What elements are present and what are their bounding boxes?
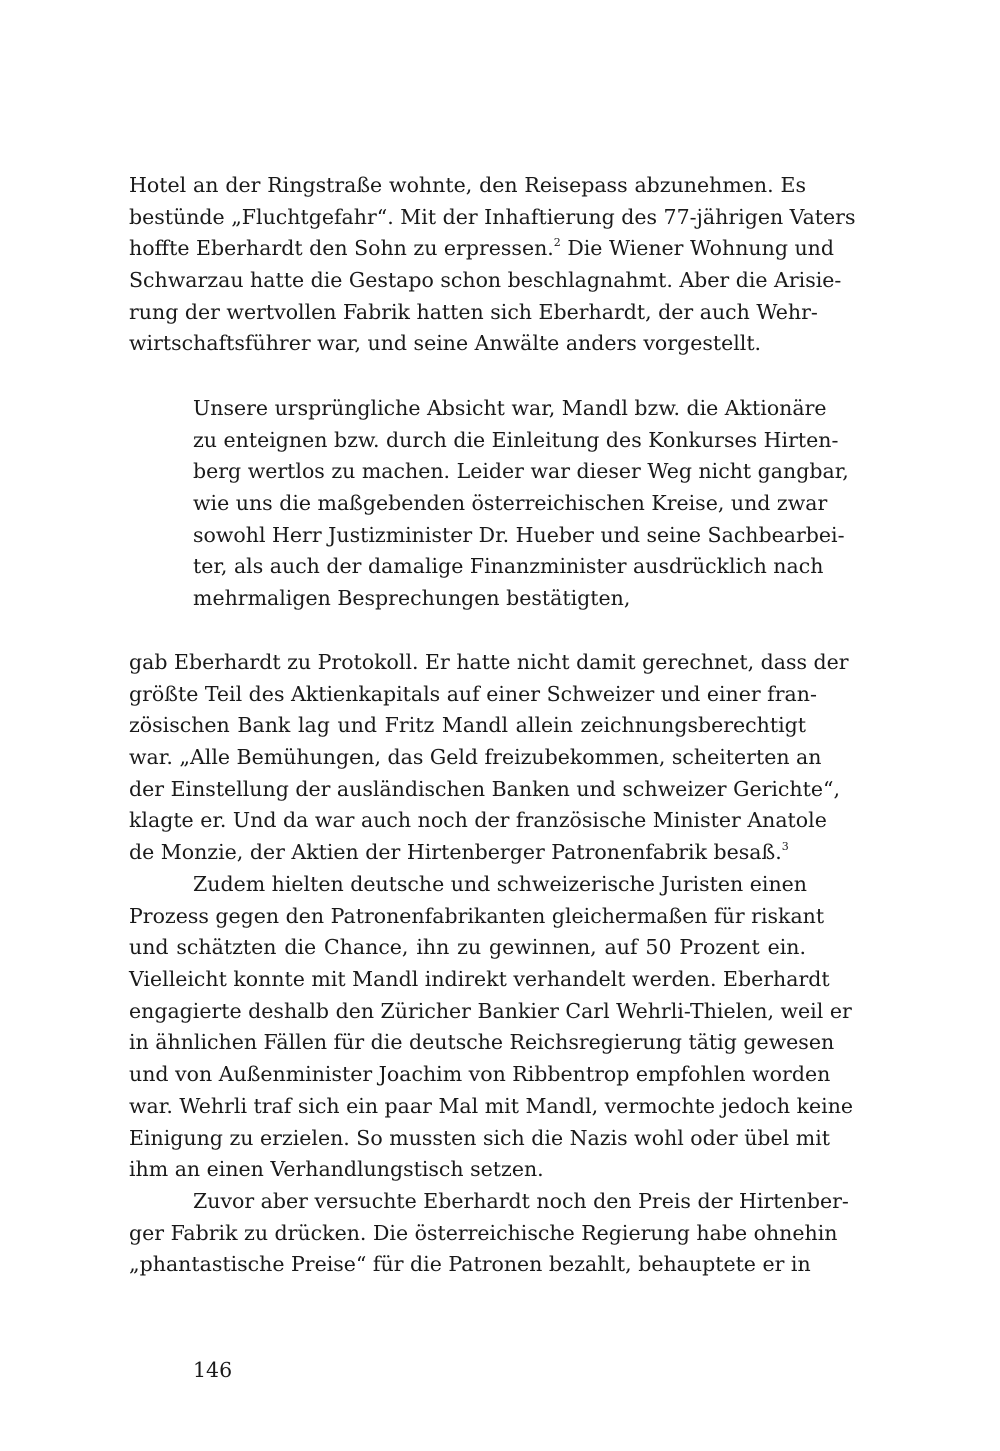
text-line: in ähnlichen Fällen für die deutsche Reichsregierung tätig gewesen xyxy=(129,1030,835,1055)
text-line: rung der wertvollen Fabrik hatten sich Eberhardt, der auch Wehr- xyxy=(129,299,818,324)
text-fragment: de Monzie, der Aktien der Hirtenberger Patronenfabrik besaß. xyxy=(129,840,782,865)
quote-line: sowohl Herr Justizminister Dr. Hueber und seine Sachbearbei- xyxy=(193,522,845,547)
paragraph-3 xyxy=(129,869,854,1186)
paragraph-4 xyxy=(129,1186,849,1281)
quote-line: wie uns die maßgebenden österreichischen Kreise, und zwar xyxy=(193,491,828,516)
quote-line: Unsere ursprüngliche Absicht war, Mandl bzw. die Aktionäre xyxy=(193,396,827,420)
block-quote xyxy=(193,393,849,615)
text-line: Schwarzau hatte die Gestapo schon beschlagnahmt. Aber die Arisie- xyxy=(129,268,842,293)
text-line: bestünde „Fluchtgefahr“. Mit der Inhaftierung des 77-jährigen Vaters xyxy=(129,204,856,229)
text-line: klagte er. Und da war auch noch der französische Minister Anatole xyxy=(129,808,827,833)
text-line: größte Teil des Aktienkapitals auf einer Schweizer und einer fran- xyxy=(129,681,817,706)
text-line: und schätzten die Chance, ihn zu gewinnen, auf 50 Prozent ein. xyxy=(129,935,806,960)
text-line: war. „Alle Bemühungen, das Geld freizubekommen, scheiterten an xyxy=(129,745,822,770)
text-line: war. Wehrli traf sich ein paar Mal mit Mandl, vermochte jedoch keine xyxy=(129,1093,854,1118)
text-line: ihm an einen Verhandlungstisch setzen. xyxy=(129,1157,544,1182)
text-fragment: Die Wiener Wohnung und xyxy=(560,236,835,261)
text-line: gab Eberhardt zu Protokoll. Er hatte nicht damit gerechnet, dass der xyxy=(129,650,849,674)
text-line: wirtschaftsführer war, und seine Anwälte anders vorgestellt. xyxy=(129,331,762,356)
paragraph-1 xyxy=(129,170,856,360)
text-line: Prozess gegen den Patronenfabrikanten gleichermaßen für riskant xyxy=(129,903,825,928)
text-line: Einigung zu erzielen. So mussten sich die Nazis wohl oder übel mit xyxy=(129,1125,830,1150)
text-line: und von Außenminister Joachim von Ribbentrop empfohlen worden xyxy=(129,1062,831,1087)
text-line: Hotel an der Ringstraße wohnte, den Reisepass abzunehmen. Es xyxy=(129,173,806,197)
text-line: Zudem hielten deutsche und schweizerische Juristen einen xyxy=(193,872,807,896)
text-line: der Einstellung der ausländischen Banken und schweizer Gerichte“, xyxy=(129,776,840,801)
text-line: Vielleicht konnte mit Mandl indirekt verhandelt werden. Eberhardt xyxy=(129,967,830,992)
text-line: Zuvor aber versuchte Eberhardt noch den Preis der Hirtenber- xyxy=(193,1189,849,1213)
text-fragment: hoffte Eberhardt den Sohn zu erpressen. xyxy=(129,236,554,261)
text-line: zösischen Bank lag und Fritz Mandl allein zeichnungsberechtigt xyxy=(129,713,806,738)
text-line: „phantastische Preise“ für die Patronen bezahlt, behauptete er in xyxy=(129,1252,811,1277)
paragraph-2 xyxy=(129,647,849,869)
page-number: 146 xyxy=(193,1358,233,1382)
quote-line: berg wertlos zu machen. Leider war dieser Weg nicht gangbar, xyxy=(193,459,849,484)
text-line: ger Fabrik zu drücken. Die österreichische Regierung habe ohnehin xyxy=(129,1220,838,1245)
quote-line: ter, als auch der damalige Finanzminister ausdrücklich nach xyxy=(193,554,824,579)
footnote-marker: 3 xyxy=(781,840,789,854)
text-line: engagierte deshalb den Züricher Bankier Carl Wehrli-Thielen, weil er xyxy=(129,998,852,1023)
text-line xyxy=(129,837,806,869)
quote-line: mehrmaligen Besprechungen bestätigten, xyxy=(193,586,631,611)
text-line xyxy=(129,233,835,265)
quote-line: zu enteignen bzw. durch die Einleitung des Konkurses Hirten- xyxy=(193,427,839,452)
footnote-marker: 2 xyxy=(553,236,561,250)
